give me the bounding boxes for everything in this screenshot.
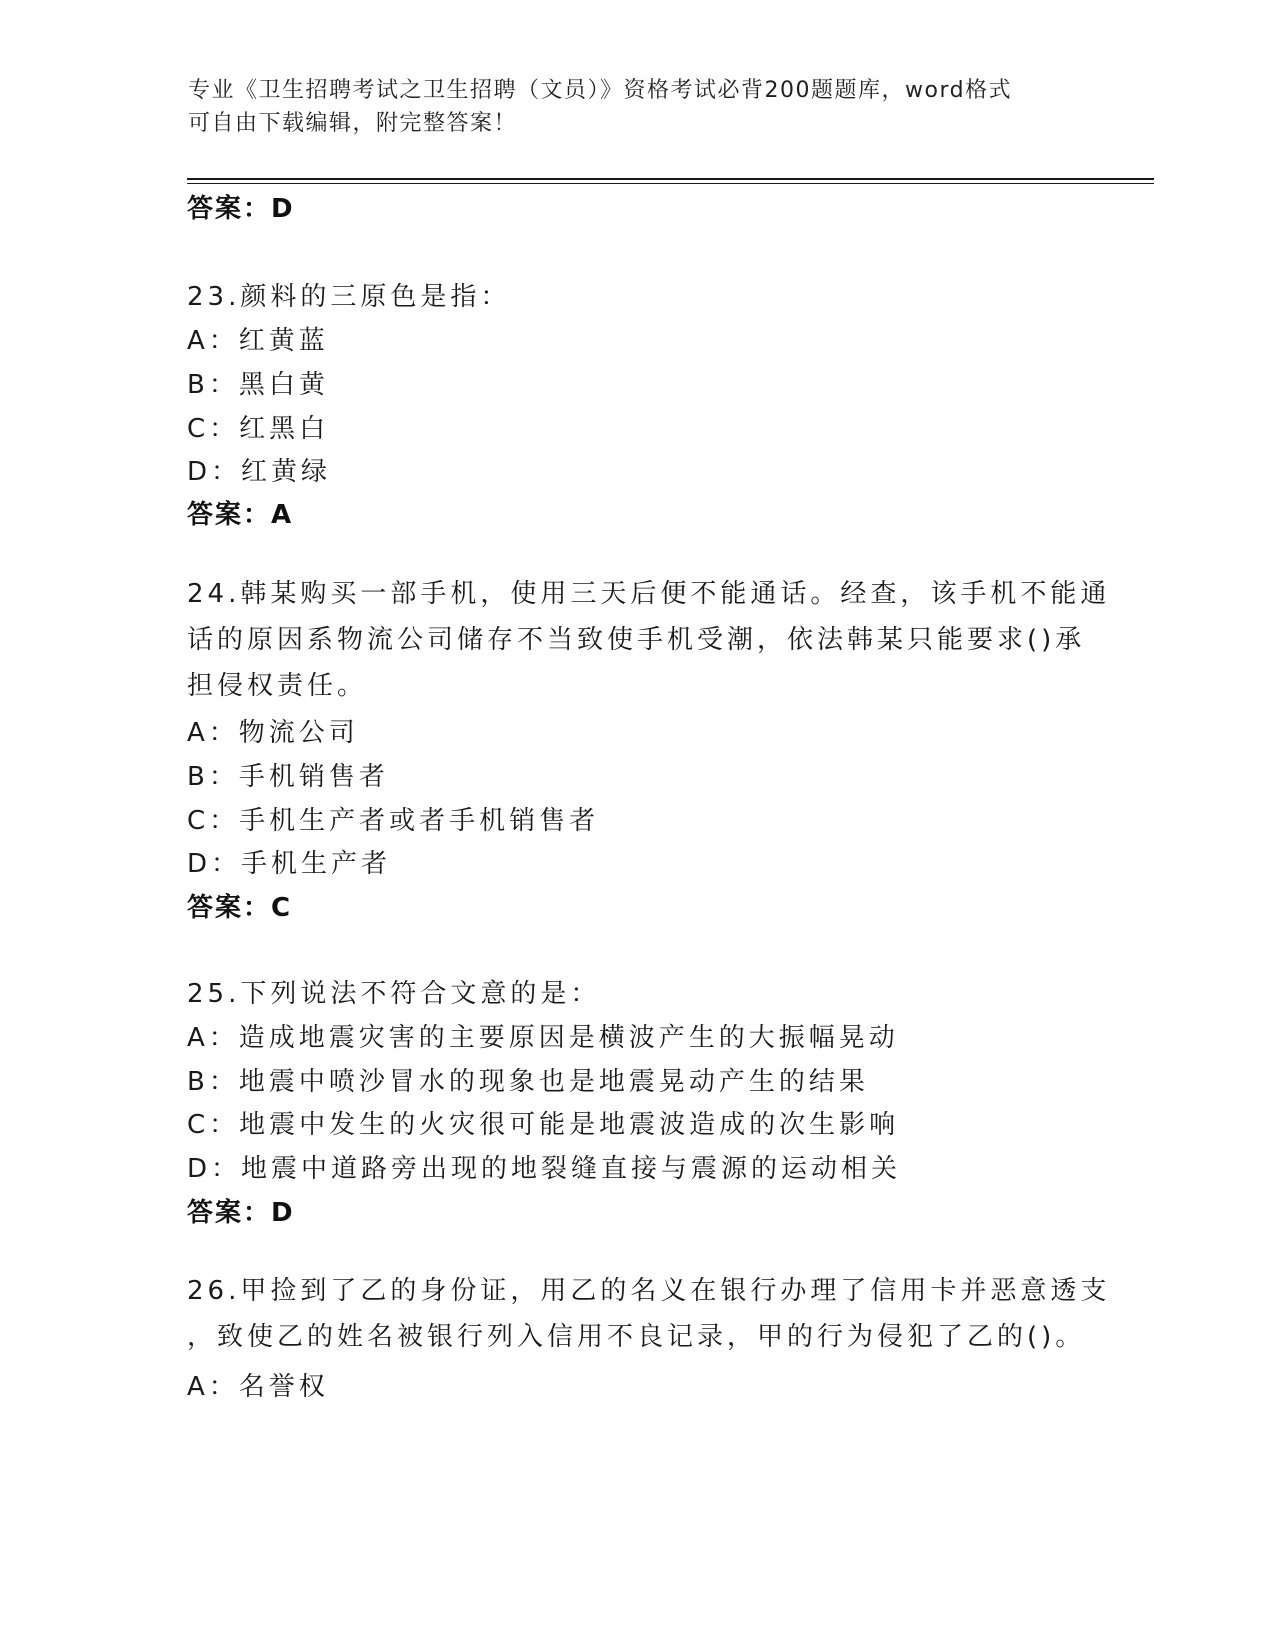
question-25-option-d: D：地震中道路旁出现的地裂缝直接与震源的运动相关: [187, 1154, 902, 1184]
question-24-stem-line-3: 担侵权责任。: [187, 671, 368, 701]
question-23-option-c: C：红黑白: [187, 414, 330, 444]
header-divider-thick: [187, 178, 1154, 180]
question-26-stem: [187, 1268, 1111, 1360]
question-25-option-b: B：地震中喷沙冒水的现象也是地震晃动产生的结果: [187, 1067, 869, 1097]
question-26-stem-line-1: 26.甲捡到了乙的身份证，用乙的名义在银行办理了信用卡并恶意透支: [187, 1276, 1111, 1306]
question-24-stem-line-2: 话的原因系物流公司储存不当致使手机受潮，依法韩某只能要求()承: [187, 625, 1086, 655]
question-24-option-a: A：物流公司: [187, 718, 359, 748]
question-24-stem-line-1: 24.韩某购买一部手机，使用三天后便不能通话。经查，该手机不能通: [187, 579, 1111, 609]
question-23-stem: 23.颜料的三原色是指：: [187, 282, 511, 312]
header-line-2: 可自由下载编辑，附完整答案！: [188, 111, 518, 136]
previous-answer: 答案：D: [187, 194, 295, 224]
question-23-option-a: A：红黄蓝: [187, 326, 329, 356]
header-divider-thin: [187, 183, 1154, 184]
question-24-option-c: C：手机生产者或者手机销售者: [187, 806, 600, 836]
question-26-stem-line-2: ，致使乙的姓名被银行列入信用不良记录，甲的行为侵犯了乙的()。: [187, 1322, 1086, 1352]
question-23-option-d: D：红黄绿: [187, 457, 332, 487]
question-23-option-b: B：黑白黄: [187, 370, 329, 400]
question-24-option-d: D：手机生产者: [187, 849, 392, 879]
header-line-1: 专业《卫生招聘考试之卫生招聘（文员）》资格考试必背200题题库，word格式: [188, 78, 1013, 103]
question-24-option-b: B：手机销售者: [187, 762, 389, 792]
question-25-option-c: C：地震中发生的火灾很可能是地震波造成的次生影响: [187, 1110, 900, 1140]
question-24-answer: 答案：C: [187, 893, 293, 923]
question-25-stem: 25.下列说法不符合文意的是：: [187, 979, 601, 1009]
question-23-answer: 答案：A: [187, 500, 294, 530]
question-24-stem: [187, 571, 1111, 709]
document-header: [188, 74, 1068, 140]
question-25-option-a: A：造成地震灾害的主要原因是横波产生的大振幅晃动: [187, 1023, 899, 1053]
question-25-answer: 答案：D: [187, 1198, 295, 1228]
question-26-option-a: A：名誉权: [187, 1372, 329, 1402]
